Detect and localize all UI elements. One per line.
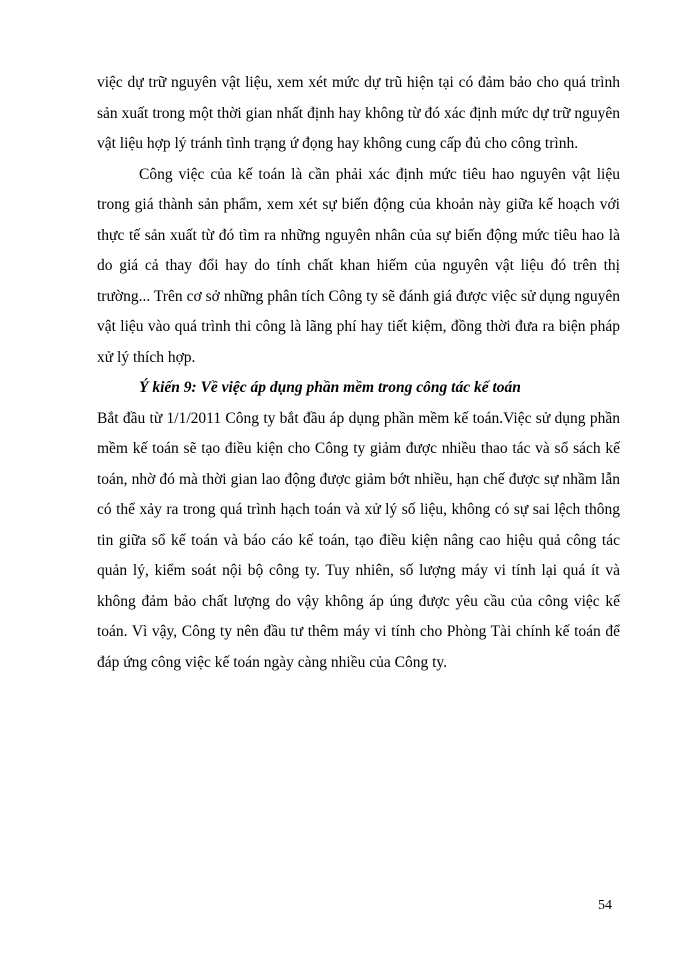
- heading-label: Ý kiến 9:: [139, 379, 197, 396]
- document-body: [97, 68, 620, 678]
- paragraph-material-reserve: việc dự trữ nguyên vật liệu, xem xét mức dự trũ hiện tại có đảm bảo cho quá trình sản xuất trong một thời gian nhất định hay không từ đó xác định mức dự trữ nguyên vật liệu hợp lý tránh tình trạng ứ đọng hay không cung cấp đủ cho công trình.: [97, 74, 620, 152]
- page-number: 54: [598, 898, 612, 913]
- paragraph-accounting-software: Bắt đầu từ 1/1/2011 Công ty bắt đầu áp dụng phần mềm kế toán.Việc sử dụng phần mềm kế toán sẽ tạo điều kiện cho Công ty giảm được nhiều thao tác và sổ sách kế toán, nhờ đó mà thời gian lao động được giảm bớt nhiều, hạn chế được sự nhầm lẫn có thể xảy ra trong quá trình hạch toán và xử lý số liệu, không có sự sai lệch thông tin giữa sổ kế toán và báo cáo kế toán, tạo điều kiện nâng cao hiệu quả công tác quản lý, kiểm soát nội bộ công ty. Tuy nhiên, số lượng máy vi tính lại quá ít và không đảm bảo chất lượng do vậy không áp úng được yêu cầu của công việc kế toán. Vì vậy, Công ty nên đầu tư thêm máy vi tính cho Phòng Tài chính kế toán để đáp ứng công việc kế toán ngày càng nhiều của Công ty.: [97, 409, 620, 671]
- paragraph-consumption-analysis: Công việc của kế toán là cần phải xác định mức tiêu hao nguyên vật liệu trong giá thành sản phẩm, xem xét sự biến động của khoản này giữa kế hoạch với thực tế sản xuất từ đó tìm ra những nguyên nhân của sự biến động mức tiêu hao là do giá cả thay đổi hay do tính chất khan hiếm của nguyên vật liệu đó trên thị trường... Trên cơ sở những phân tích Công ty sẽ đánh giá được việc sử dụng nguyên vật liệu vào quá trình thi công là lãng phí hay tiết kiệm, đồng thời đưa ra biện pháp xử lý thích hợp.: [97, 165, 620, 366]
- section-heading: [97, 373, 620, 404]
- heading-text: Về việc áp dụng phần mềm trong công tác kế toán: [196, 379, 521, 396]
